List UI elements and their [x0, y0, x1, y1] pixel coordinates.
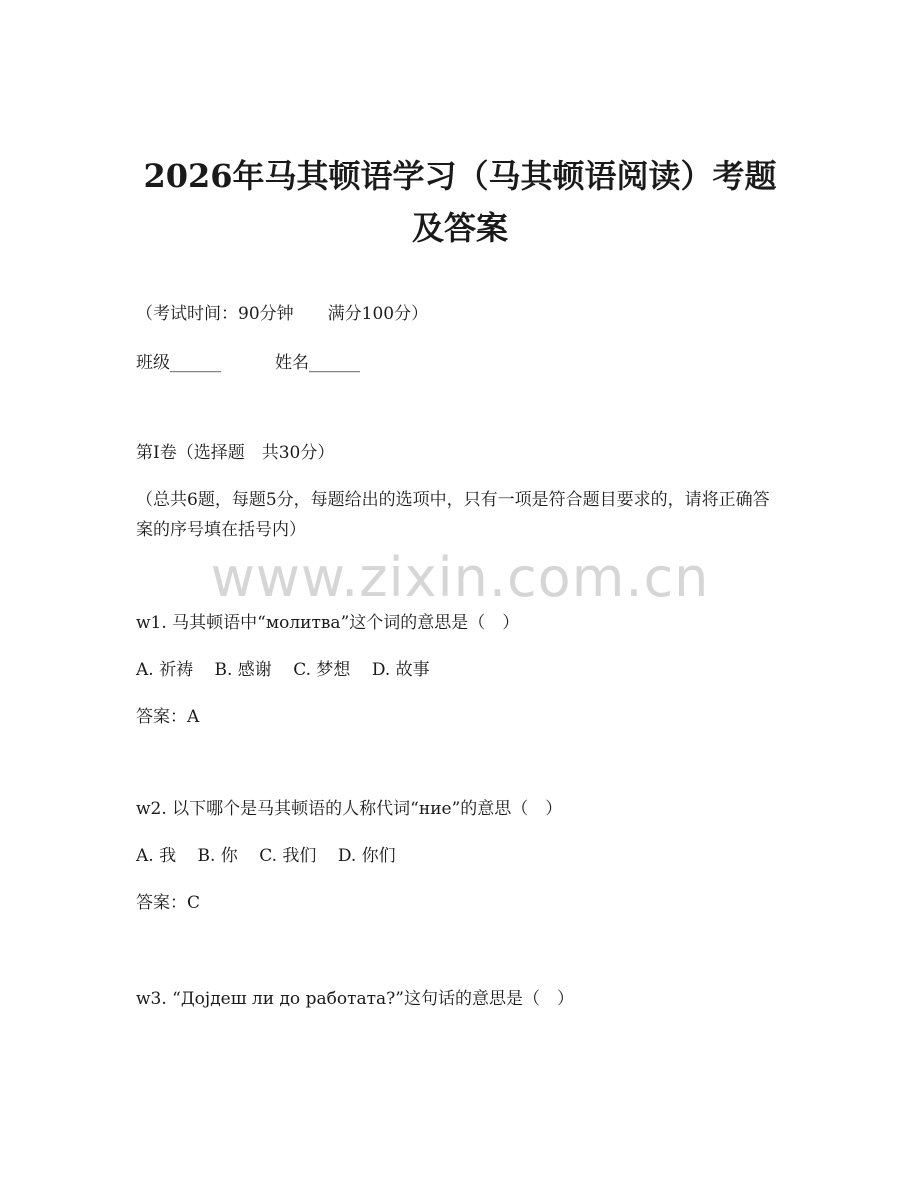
watermark: www.zixin.com.cn: [210, 546, 710, 609]
question-2-option-d: D. 你们: [337, 846, 396, 866]
question-1-option-a: A. 祈祷: [136, 660, 194, 680]
student-info-row: [136, 351, 360, 375]
title-line-1: 2026年马其顿语学习（马其顿语阅读）考题: [143, 157, 777, 195]
question-3-stem: w3. “Дојдеш ли до работата?”这句话的意思是（ ）: [136, 989, 574, 1009]
question-1-options: [136, 658, 446, 682]
section-header: 第Ⅰ卷（选择题 共30分）: [136, 443, 335, 463]
question-1-stem: w1. 马其顿语中“молитва”这个词的意思是（ ）: [136, 613, 520, 633]
section-instructions: （总共6题，每题5分，每题给出的选项中，只有一项是符合题目要求的，请将正确答案的序号填在括号内）: [136, 490, 770, 540]
document-title: [100, 150, 820, 254]
name-field: 姓名______: [275, 353, 360, 373]
exam-info: （考试时间：90分钟 满分100分）: [136, 304, 429, 324]
question-2-stem: w2. 以下哪个是马其顿语的人称代词“ние”的意思（ ）: [136, 799, 563, 819]
question-1-answer: 答案：A: [136, 707, 200, 727]
title-line-2: 及答案: [411, 209, 508, 247]
question-2-options: [136, 844, 412, 868]
question-2-option-a: A. 我: [136, 846, 177, 866]
question-1-option-c: C. 梦想: [293, 660, 351, 680]
class-field: 班级______: [136, 353, 221, 373]
question-2-answer: 答案：C: [136, 893, 201, 913]
question-1-option-b: B. 感谢: [214, 660, 272, 680]
question-1-option-d: D. 故事: [371, 660, 430, 680]
question-2-option-c: C. 我们: [259, 846, 317, 866]
question-2-option-b: B. 你: [197, 846, 238, 866]
